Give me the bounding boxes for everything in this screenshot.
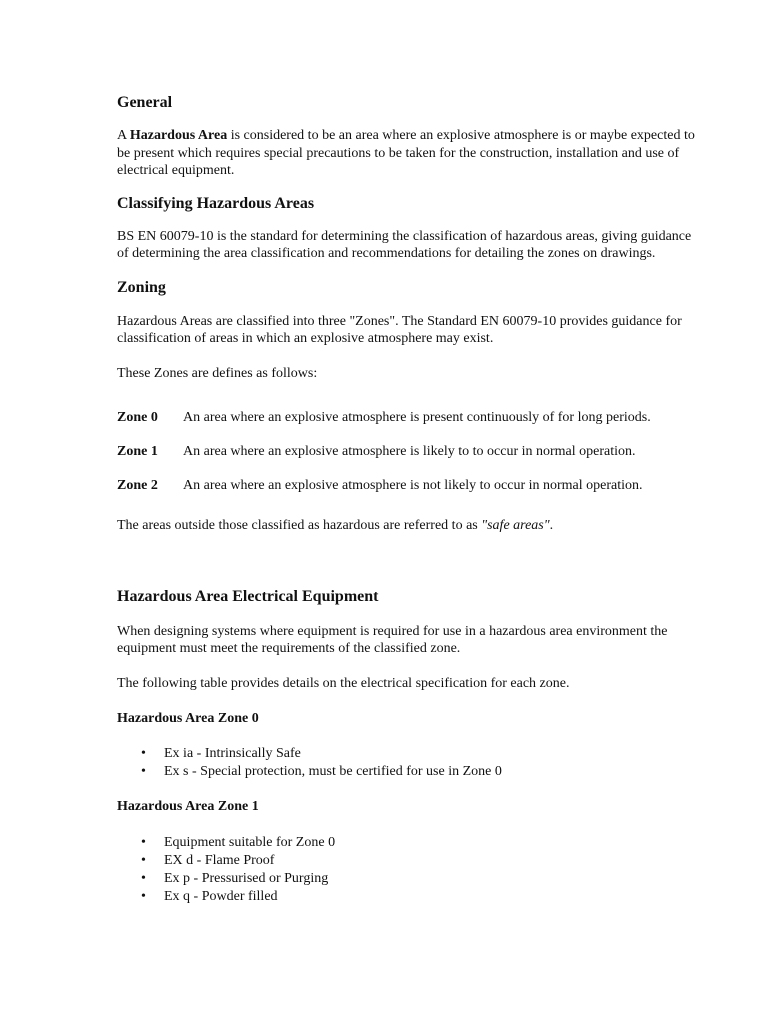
zone0-heading: Hazardous Area Zone 0 <box>117 711 259 726</box>
classifying-heading: Classifying Hazardous Areas <box>117 194 315 212</box>
list-item <box>117 834 697 852</box>
document-page <box>117 93 697 906</box>
zone-description: An area where an explosive atmosphere is likely to to occur in normal operation. <box>183 444 636 459</box>
equipment-heading: Hazardous Area Electrical Equipment <box>117 587 379 605</box>
list-item <box>117 763 697 781</box>
zone-description: An area where an explosive atmosphere is present continuously of for long periods. <box>183 410 651 425</box>
classifying-paragraph: BS EN 60079-10 is the standard for determining the classification of hazardous areas, giving guidance of determining the area classification and recommendations for detailing the zones on drawings. <box>117 228 692 261</box>
zoning-paragraph: Hazardous Areas are classified into three "Zones". The Standard EN 60079-10 provides guidance for classification of areas in which an explosive atmosphere may exist. <box>117 313 682 346</box>
zone-description: An area where an explosive atmosphere is not likely to occur in normal operation. <box>183 478 643 493</box>
zone1-list <box>117 834 697 906</box>
zone-row <box>117 399 697 437</box>
zone-row <box>117 467 697 505</box>
zones-defines-paragraph: These Zones are defines as follows: <box>117 365 318 381</box>
zone-name: Zone 0 <box>117 410 158 425</box>
zone-row <box>117 437 697 467</box>
list-item-text: EX d - Flame Proof <box>164 853 275 868</box>
intro-prefix: A <box>117 128 130 143</box>
zoning-heading: Zoning <box>117 278 166 296</box>
bullet-icon: • <box>141 764 146 779</box>
hazardous-area-term: Hazardous Area <box>129 128 228 143</box>
zone-name: Zone 1 <box>117 444 158 459</box>
general-heading: General <box>117 94 173 111</box>
list-item-text: Ex s - Special protection, must be certified for use in Zone 0 <box>164 764 502 779</box>
list-item <box>117 852 697 870</box>
bullet-icon: • <box>141 889 146 904</box>
zone0-list <box>117 745 697 781</box>
equipment-design-paragraph: When designing systems where equipment is required for use in a hazardous area environment the equipment must meet the requirements of the classified zone. <box>117 623 668 656</box>
general-paragraph <box>117 127 697 180</box>
list-item-text: Ex p - Pressurised or Purging <box>164 871 329 886</box>
safe-areas-term: "safe areas" <box>481 518 550 533</box>
bullet-icon: • <box>141 871 146 886</box>
zones-table <box>117 399 697 505</box>
equipment-table-paragraph: The following table provides details on the electrical specification for each zone. <box>117 675 570 691</box>
bullet-icon: • <box>141 835 146 850</box>
list-item-text: Ex ia - Intrinsically Safe <box>164 746 301 761</box>
zone-name: Zone 2 <box>117 478 158 493</box>
intro-rest: is considered to be an area where an explosive atmosphere is or maybe expected to be present which requires special precautions to be taken for the construction, installation and use of electrical equipment. <box>117 128 695 178</box>
bullet-icon: • <box>141 853 146 868</box>
list-item <box>117 745 697 763</box>
safe-areas-paragraph <box>117 517 697 535</box>
safe-suffix: . <box>549 518 554 533</box>
bullet-icon: • <box>141 746 146 761</box>
safe-prefix: The areas outside those classified as hazardous are referred to as <box>117 518 482 533</box>
list-item-text: Equipment suitable for Zone 0 <box>164 835 336 850</box>
list-item-text: Ex q - Powder filled <box>164 889 278 904</box>
list-item <box>117 888 697 906</box>
list-item <box>117 870 697 888</box>
zone1-heading: Hazardous Area Zone 1 <box>117 799 259 814</box>
